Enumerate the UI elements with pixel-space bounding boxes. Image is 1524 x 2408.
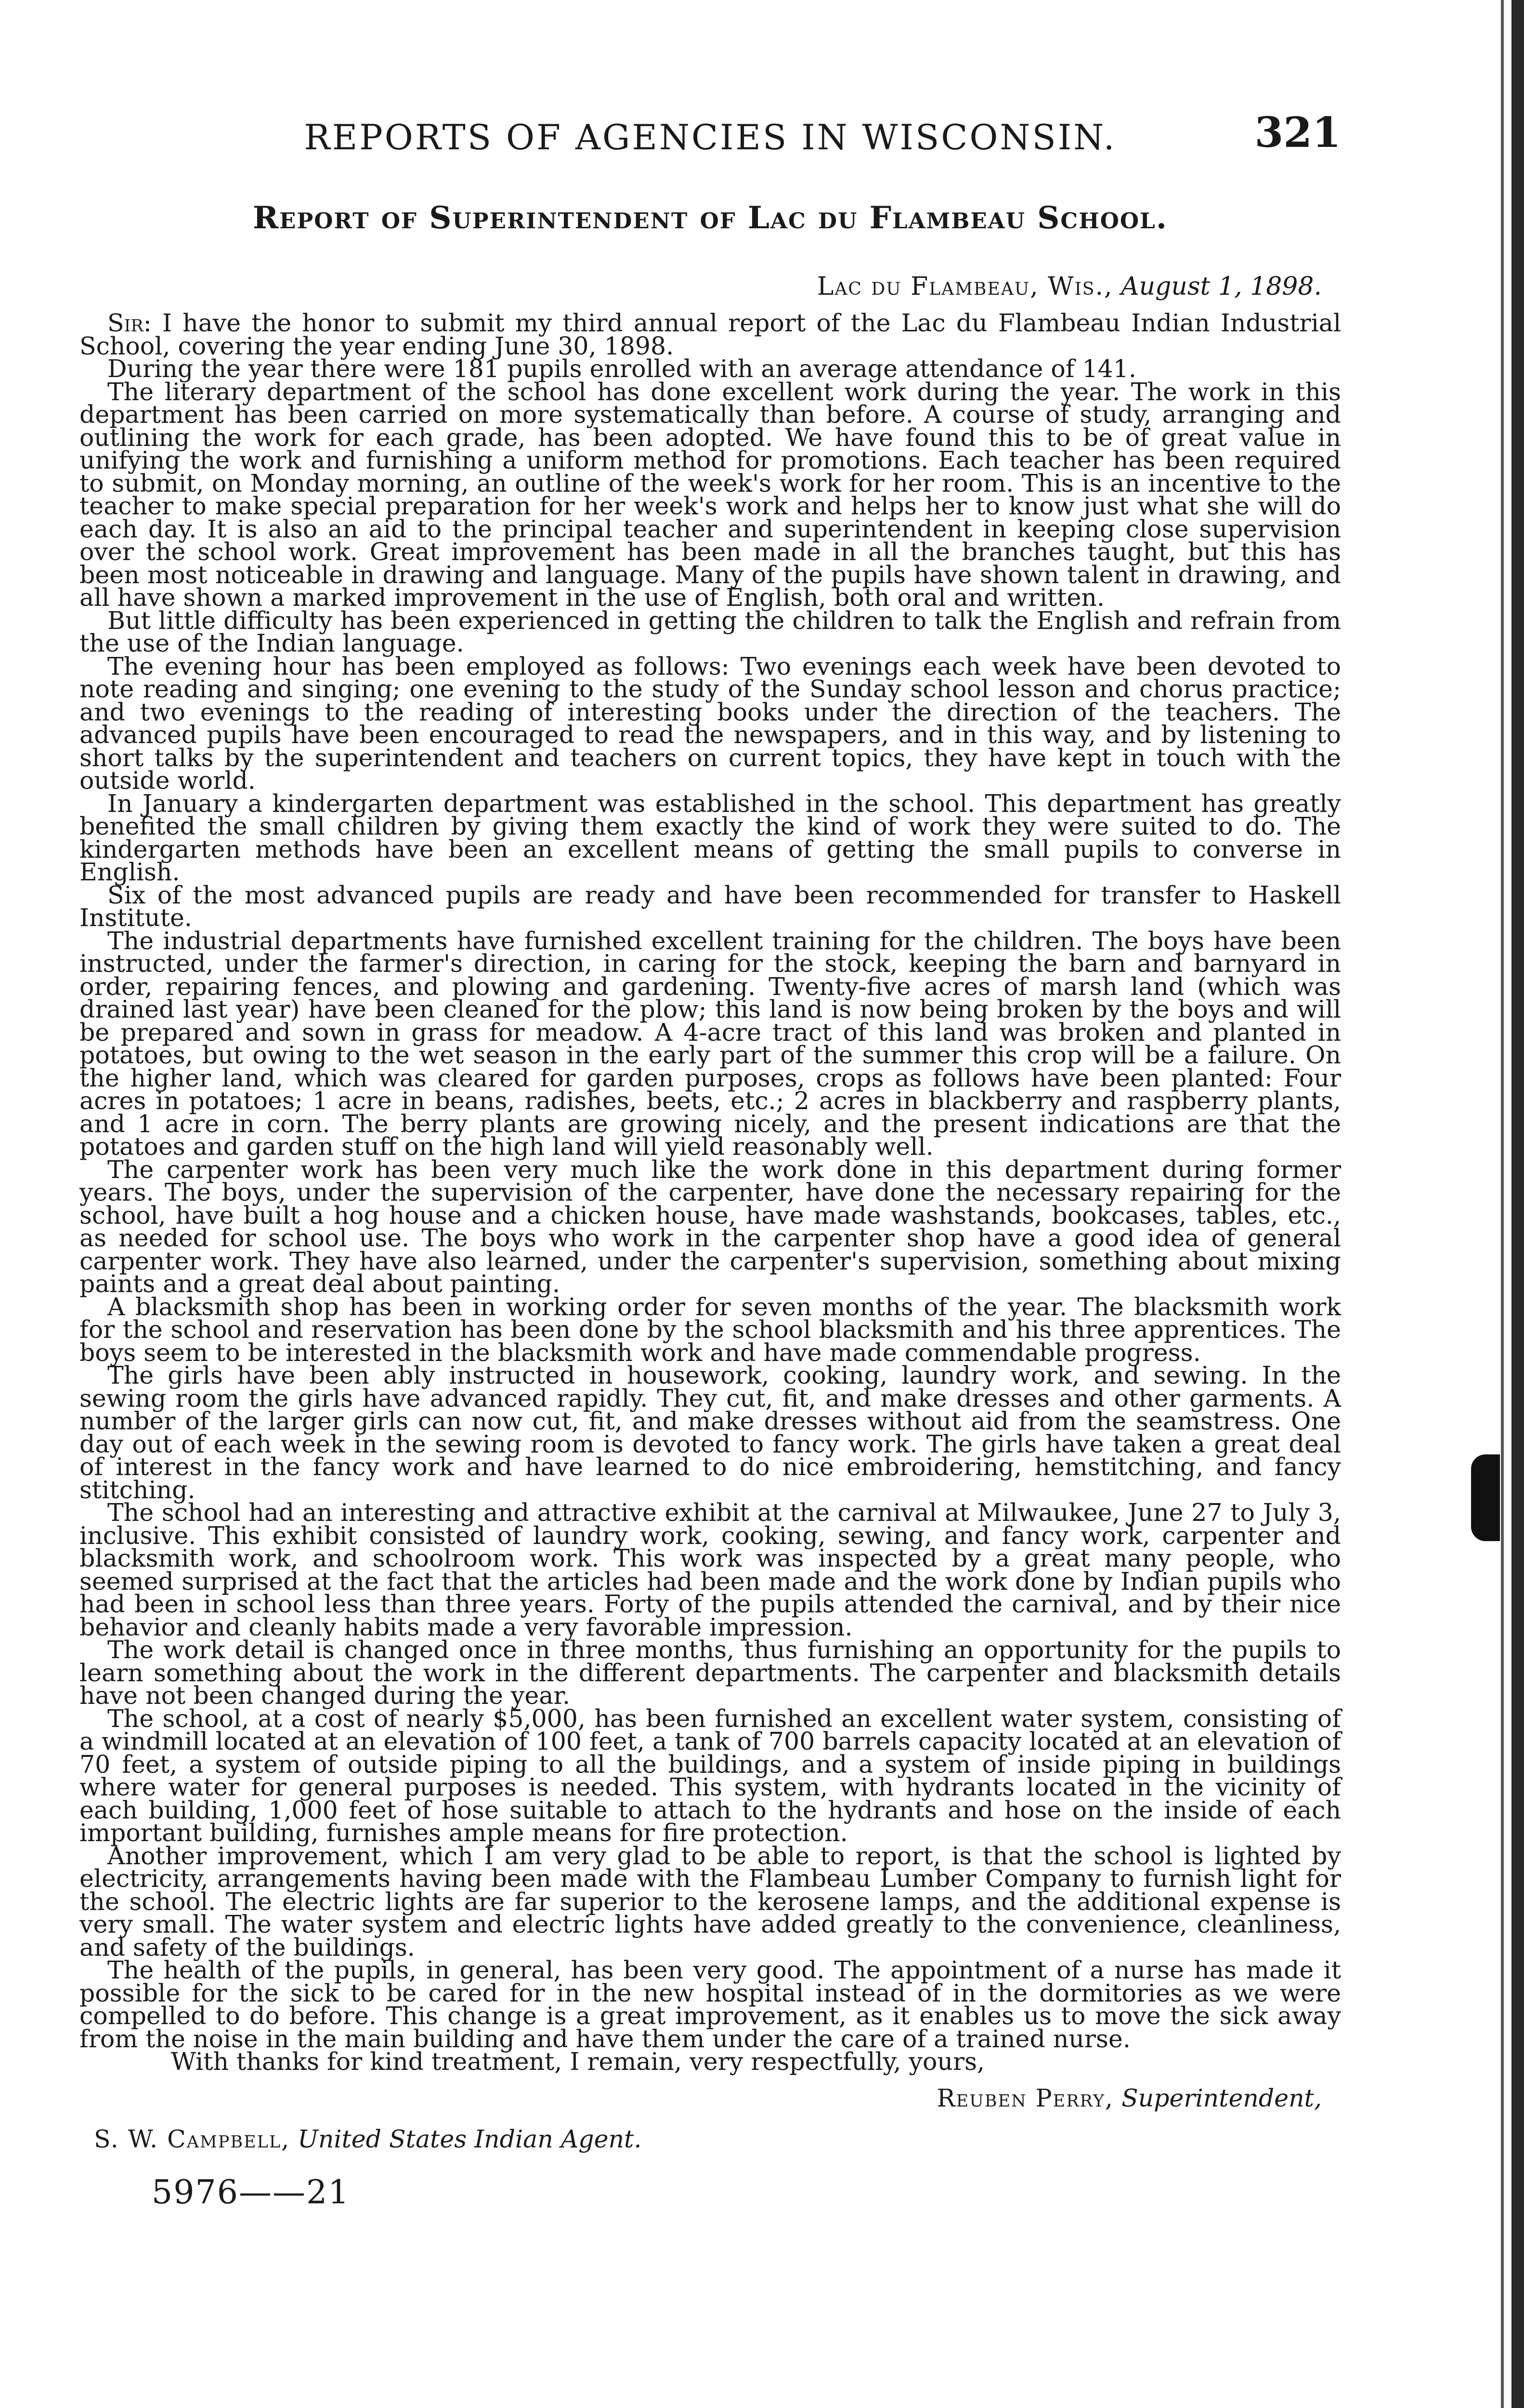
paragraph: The health of the pupils, in general, has been very good. The appointment of a nurse has made it possible for the sick to be cared for in the new hospital instead of in the dormitories as we were compelled to do before. This change is a great improvement, as it enables us to move the sick away from the noise in the main building and have them under the care of a trained nurse.	[79, 1956, 1341, 2053]
paragraph: The school, at a cost of nearly $5,000, has been furnished an excellent water system, consisting of a windmill located at an elevation of 100 feet, a tank of 700 barrels capacity located at an elevation of 70 feet, a system of outside piping to all the buildings, and a system of inside piping in buildings where water for general purposes is needed. This system, with hydrants located in the vicinity of each building, 1,000 feet of hose suitable to attach to the hydrants and hose on the inside of each important building, furnishes ample means for fire protection.	[79, 1704, 1341, 1847]
signature-name: Reuben Perry,	[937, 2083, 1114, 2112]
paragraph: During the year there were 181 pupils enrolled with an average attendance of 141.	[107, 354, 1136, 383]
binding-mark	[1471, 1454, 1500, 1541]
addressee-block	[79, 2125, 1341, 2153]
paragraph-text: I have the honor to submit my third annual report of the Lac du Flambeau Indian Industrial School, covering the year ending June 30, 1898.	[79, 309, 1341, 360]
paragraph: But little difficulty has been experienced in getting the children to talk the English and refrain from the use of the Indian language.	[79, 606, 1341, 657]
paragraph: The girls have been ably instructed in housework, cooking, laundry work, and sewing. In the sewing room the girls have advanced rapidly. They cut, fit, and make dresses and other garments. A number of the larger girls can now cut, fit, and make dresses without aid from the seamstress. One day out of each week in the sewing room is devoted to fancy work. The girls have taken a great deal of interest in the fancy work and have learned to do nice embroidering, hemstitching, and fancy stitching.	[79, 1361, 1341, 1504]
paragraph: A blacksmith shop has been in working order for seven months of the year. The blacksmith work for the school and reservation has been done by the school blacksmith and his three apprentices. The boys seem to be interested in the blacksmith work and have made commendable progress.	[79, 1292, 1341, 1367]
salutation: Sir:	[107, 309, 152, 337]
paragraph: The work detail is changed once in three months, thus furnishing an opportunity for the pupils to learn something about the work in the different departments. The carpenter and blacksmith details have not been changed during the year.	[79, 1636, 1341, 1710]
page-edge-shadow	[1511, 0, 1524, 2408]
running-title: REPORTS OF AGENCIES IN WISCONSIN.	[304, 117, 1117, 157]
page-edge-line	[1501, 0, 1504, 2408]
print-signature: 5976——21	[152, 2173, 350, 2212]
signature-block	[79, 2084, 1341, 2112]
paragraph: The evening hour has been employed as follows: Two evenings each week have been devoted to note reading and singing; one evening to the study of the Sunday school lesson and chorus practice; and two evenings to the reading of interesting books under the direction of the teachers. The advanced pupils have been encouraged to read the newspapers, and in this way, and by listening to short talks by the superintendent and teachers on current topics, they have kept in touch with the outside world.	[79, 652, 1341, 795]
report-title: Report of Superintendent of Lac du Flambeau School.	[252, 200, 1168, 236]
closing-line: With thanks for kind treatment, I remain, very respectfully, yours,	[171, 2047, 985, 2076]
signature-role: Superintendent,	[1121, 2083, 1322, 2112]
dateline-date: August 1, 1898.	[1121, 272, 1322, 301]
document-page	[79, 108, 1341, 2212]
addressee-role: United States Indian Agent.	[298, 2124, 642, 2153]
paragraph: The literary department of the school has done excellent work during the year. The work in this department has been carried on more systematically than before. A course of study, arranging and outlining the work for each grade, has been adopted. We have found this to be of great value in unifying the work and furnishing a uniform method for promotions. Each teacher has been required to submit, on Monday morning, an outline of the week's work for her room. This is an incentive to the teacher to make special preparation for her week's work and helps her to know just what she will do each day. It is also an aid to the principal teacher and superintendent in keeping close supervision over the school work. Great improvement has been made in all the branches taught, but this has been most noticeable in drawing and language. Many of the pupils have shown talent in drawing, and all have shown a marked improvement in the use of English, both oral and written.	[79, 377, 1341, 612]
addressee-name: S. W. Campbell,	[94, 2124, 290, 2153]
paragraph: Another improvement, which I am very glad to be able to report, is that the school is lighted by electricity, arrangements having been made with the Flambeau Lumber Company to furnish light for the school. The electric lights are far superior to the kerosene lamps, and the additional expense is very small. The water system and electric lights have added greatly to the convenience, cleanliness, and safety of the buildings.	[79, 1841, 1341, 1962]
dateline	[79, 272, 1341, 301]
report-body	[79, 309, 1341, 2053]
paragraph: Six of the most advanced pupils are ready and have been recommended for transfer to Haskell Institute.	[79, 880, 1341, 932]
dateline-place: Lac du Flambeau, Wis.,	[817, 272, 1113, 301]
paragraph: The carpenter work has been very much like the work done in this department during former years. The boys, under the supervision of the carpenter, have done the necessary repairing for the school, have built a hog house and a chicken house, have made washstands, bookcases, tables, etc., as needed for school use. The boys who work in the carpenter shop have a good idea of general carpenter work. They have also learned, under the carpenter's supervision, something about mixing paints and a great deal about painting.	[79, 1155, 1341, 1298]
paragraph: The school had an interesting and attractive exhibit at the carnival at Milwaukee, June 27 to July 3, inclusive. This exhibit consisted of laundry work, cooking, sewing, and fancy work, carpenter and blacksmith work, and schoolroom work. This work was inspected by a great many people, who seemed surprised at the fact that the articles had been made and the work done by Indian pupils who had been in school less than three years. Forty of the pupils attended the carnival, and by their nice behavior and cleanly habits made a very favorable impression.	[79, 1498, 1341, 1641]
paragraph: In January a kindergarten department was established in the school. This department has greatly benefited the small children by giving them exactly the kind of work they were suited to do. The kindergarten methods have been an excellent means of getting the small pupils to converse in English.	[79, 789, 1341, 886]
paragraph: The industrial departments have furnished excellent training for the children. The boys have been instructed, under the farmer's direction, in caring for the stock, keeping the barn and barnyard in order, repairing fences, and plowing and gardening. Twenty-five acres of marsh land (which was drained last year) have been cleaned for the plow; this land is now being broken by the boys and will be prepared and sown in grass for meadow. A 4-acre tract of this land was broken and planted in potatoes, but owing to the wet season in the early part of the summer this crop will be a failure. On the higher land, which was cleared for garden purposes, crops as follows have been planted: Four acres in potatoes; 1 acre in beans, radishes, beets, etc.; 2 acres in blackberry and raspberry plants, and 1 acre in corn. The berry plants are growing nicely, and the present indications are that the potatoes and garden stuff on the high land will yield reasonably well.	[79, 926, 1341, 1161]
running-header	[79, 108, 1341, 171]
paragraph	[79, 309, 1341, 360]
page-number: 321	[1254, 108, 1341, 157]
